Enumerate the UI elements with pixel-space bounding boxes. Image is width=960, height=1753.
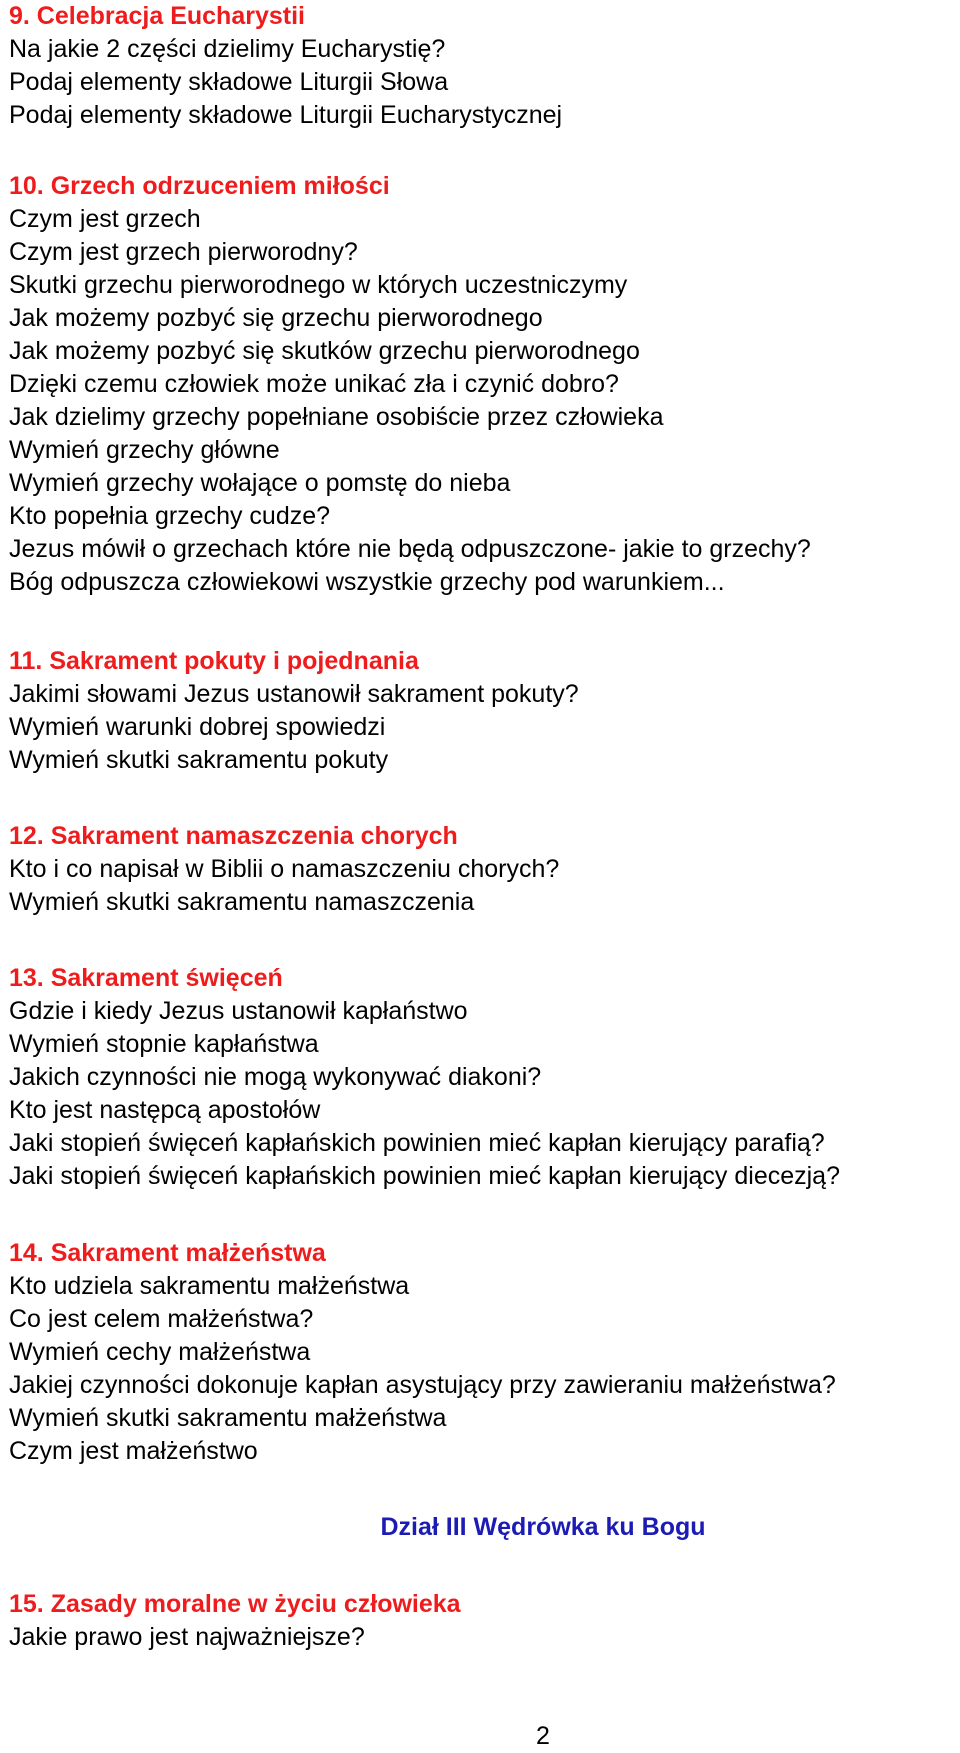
question-line: Kto udziela sakramentu małżeństwa [9,1272,410,1300]
question-line: Na jakie 2 części dzielimy Eucharystię? [9,35,446,63]
section-heading: 12. Sakrament namaszczenia chorych [9,822,458,850]
question-line: Jakich czynności nie mogą wykonywać diakoni? [9,1063,542,1091]
question-line: Bóg odpuszcza człowiekowi wszystkie grzechy pod warunkiem... [9,568,725,596]
question-line: Jakie prawo jest najważniejsze? [9,1623,365,1651]
question-line: Jaki stopień święceń kapłańskich powinien mieć kapłan kierujący parafią? [9,1129,825,1157]
section-heading: 13. Sakrament święceń [9,964,283,992]
question-line: Czym jest grzech pierworodny? [9,238,358,266]
question-line: Jaki stopień święceń kapłańskich powinien mieć kapłan kierujący diecezją? [9,1162,840,1190]
question-line: Wymień grzechy główne [9,436,280,464]
question-line: Wymień skutki sakramentu namaszczenia [9,888,475,916]
section-heading: 11. Sakrament pokuty i pojednania [9,647,419,675]
question-line: Kto jest następcą apostołów [9,1096,321,1124]
question-line: Jakiej czynności dokonuje kapłan asystujący przy zawieraniu małżeństwa? [9,1371,836,1399]
question-line: Wymień skutki sakramentu małżeństwa [9,1404,447,1432]
section-heading: 10. Grzech odrzuceniem miłości [9,172,390,200]
question-line: Dzięki czemu człowiek może unikać zła i czynić dobro? [9,370,619,398]
section-9 [9,0,954,132]
question-line: Podaj elementy składowe Liturgii Słowa [9,68,449,96]
question-line: Jakimi słowami Jezus ustanowił sakrament pokuty? [9,680,579,708]
section-15 [9,1588,954,1654]
question-line: Wymień stopnie kapłaństwa [9,1030,319,1058]
section-13 [9,962,954,1193]
question-line: Jak możemy pozbyć się skutków grzechu pierworodnego [9,337,640,365]
question-line: Skutki grzechu pierworodnego w których uczestniczymy [9,271,628,299]
question-line: Podaj elementy składowe Liturgii Eucharystycznej [9,101,563,129]
section-12 [9,820,954,919]
question-line: Co jest celem małżeństwa? [9,1305,314,1333]
question-line: Jezus mówił o grzechach które nie będą odpuszczone- jakie to grzechy? [9,535,811,563]
section-heading: 9. Celebracja Eucharystii [9,2,305,30]
section-heading: 15. Zasady moralne w życiu człowieka [9,1590,461,1618]
question-line: Wymień grzechy wołające o pomstę do nieba [9,469,511,497]
section-heading: 14. Sakrament małżeństwa [9,1239,326,1267]
question-line: Jak dzielimy grzechy popełniane osobiście przez człowieka [9,403,664,431]
section-10 [9,170,954,599]
page-number: 2 [536,1722,550,1750]
section-11 [9,645,954,777]
question-line: Wymień warunki dobrej spowiedzi [9,713,386,741]
division-title: Dział III Wędrówka ku Bogu [380,1513,706,1541]
question-line: Jak możemy pozbyć się grzechu pierworodnego [9,304,543,332]
section-14 [9,1237,954,1468]
question-line: Wymień skutki sakramentu pokuty [9,746,389,774]
question-line: Czym jest grzech [9,205,201,233]
question-line: Kto popełnia grzechy cudze? [9,502,331,530]
question-line: Gdzie i kiedy Jezus ustanowił kapłaństwo [9,997,468,1025]
question-line: Czym jest małżeństwo [9,1437,258,1465]
question-line: Kto i co napisał w Biblii o namaszczeniu chorych? [9,855,560,883]
question-line: Wymień cechy małżeństwa [9,1338,311,1366]
